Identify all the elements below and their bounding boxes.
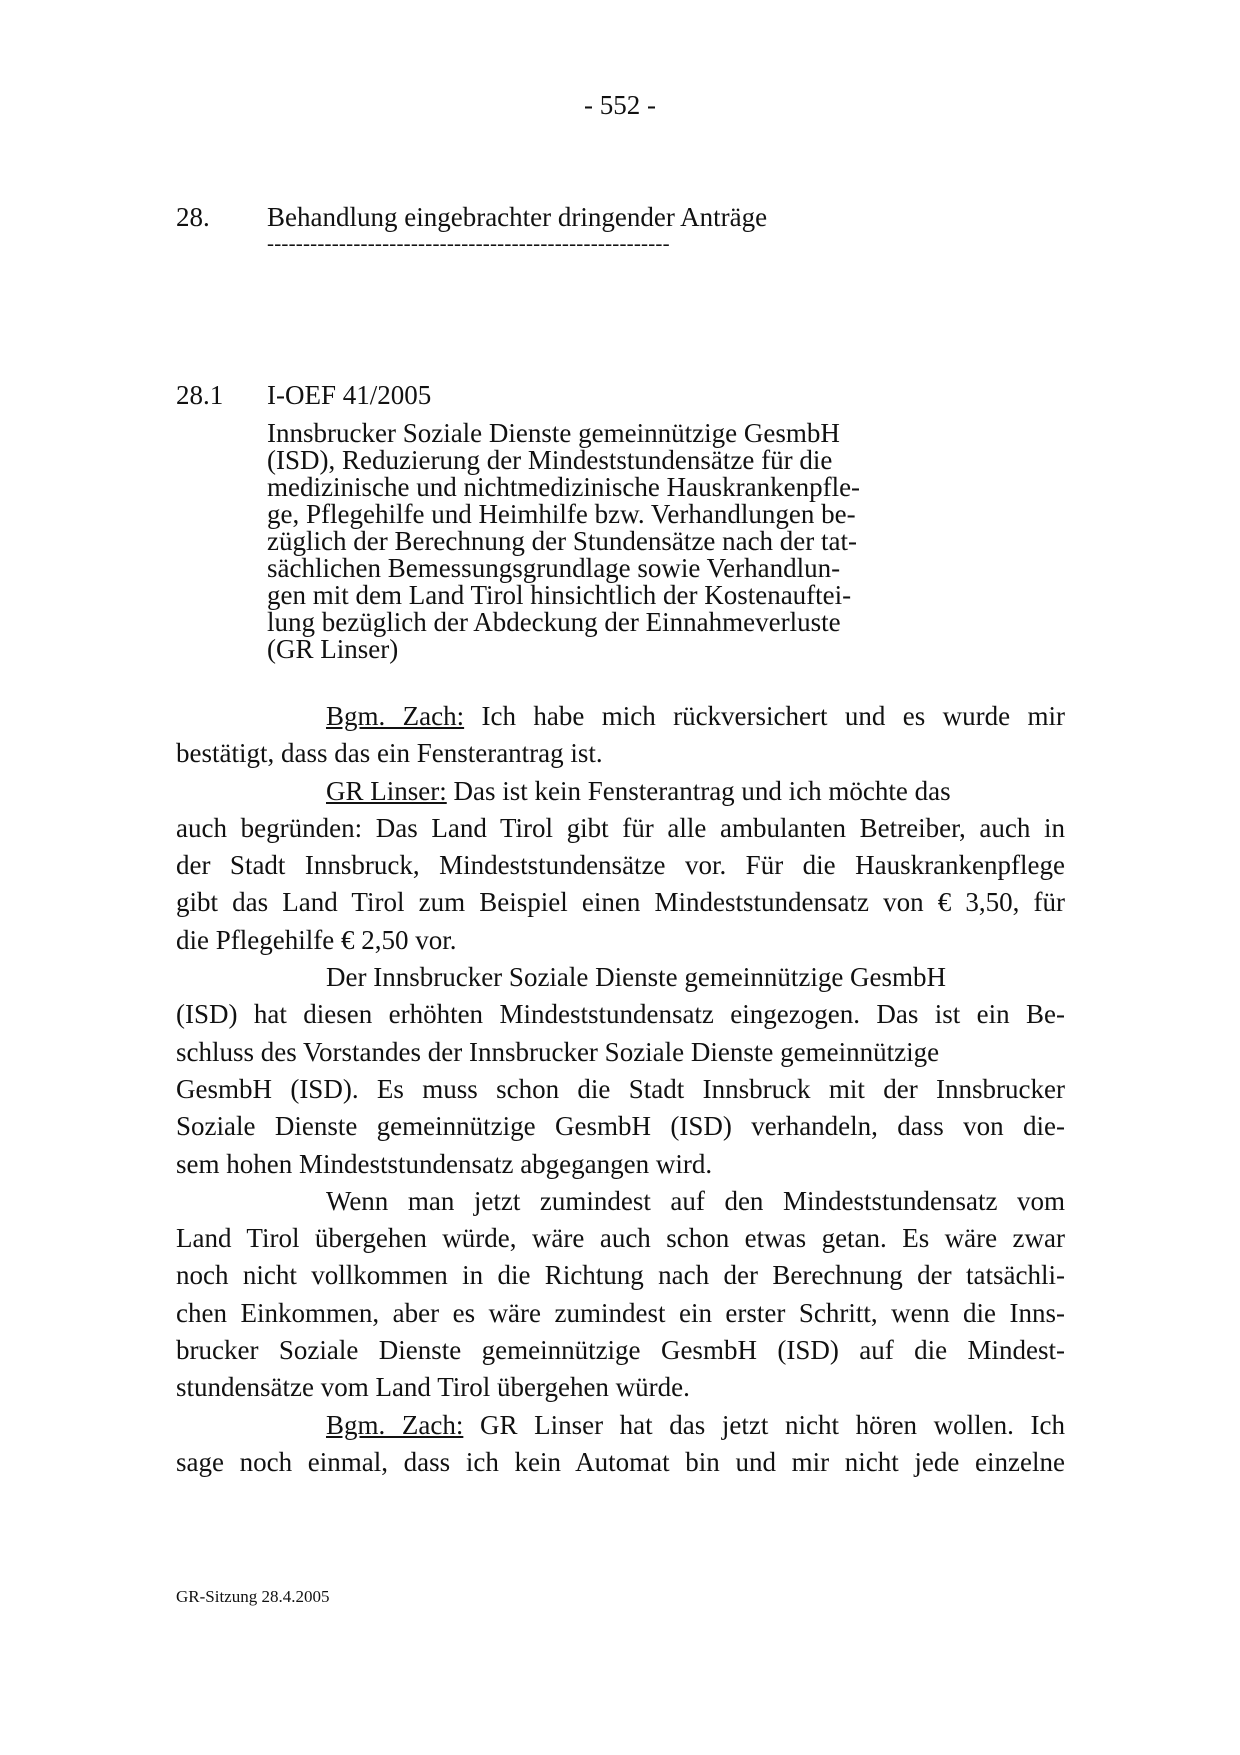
- transcript-line: (ISD) hat diesen erhöhten Mindeststundensatz eingezogen. Das ist ein Be-: [176, 999, 1065, 1030]
- transcript-line: Soziale Dienste gemeinnützige GesmbH (ISD) verhandeln, dass von die-: [176, 1111, 1065, 1142]
- page-footer: GR-Sitzung 28.4.2005: [176, 1587, 330, 1606]
- transcript-line: GesmbH (ISD). Es muss schon die Stadt Innsbruck mit der Innsbrucker: [176, 1073, 1065, 1104]
- transcript-line: noch nicht vollkommen in die Richtung nach der Berechnung der tatsächli-: [176, 1260, 1065, 1291]
- transcript-text: GR Linser hat das jetzt nicht hören wollen. Ich: [479, 1409, 1065, 1440]
- item-number: 28.1: [176, 380, 224, 410]
- transcript-line: chen Einkommen, aber es wäre zumindest ein erster Schritt, wenn die Inns-: [176, 1297, 1065, 1328]
- transcript-line: [176, 773, 1065, 810]
- subject-line: gen mit dem Land Tirol hinsichtlich der Kostenauftei-: [267, 580, 852, 610]
- transcript-line: [176, 1407, 1065, 1444]
- transcript-line: schluss des Vorstandes der Innsbrucker Soziale Dienste gemeinnützige: [176, 1036, 940, 1067]
- page-number: - 552 -: [584, 90, 656, 120]
- transcript-line: Land Tirol übergehen würde, wäre auch schon etwas getan. Es wäre zwar: [176, 1223, 1065, 1254]
- subject-line: medizinische und nichtmedizinische Hauskrankenpfle-: [267, 472, 861, 502]
- subject-line: züglich der Berechnung der Stundensätze nach der tat-: [267, 526, 858, 556]
- speaker-label: Bgm. Zach:: [326, 1409, 464, 1440]
- section-underline-rule: --------------------------------------------------------: [267, 231, 670, 255]
- transcript-line: Der Innsbrucker Soziale Dienste gemeinnützige GesmbH: [326, 962, 947, 993]
- transcript-line: bestätigt, dass das ein Fensterantrag ist.: [176, 738, 603, 769]
- transcript-line: die Pflegehilfe € 2,50 vor.: [176, 924, 457, 955]
- subject-line: Innsbrucker Soziale Dienste gemeinnützige GesmbH: [267, 418, 840, 448]
- transcript-line: sem hohen Mindeststundensatz abgegangen wird.: [176, 1148, 713, 1179]
- subject-line: (ISD), Reduzierung der Mindeststundensätze für die: [267, 445, 833, 475]
- item-reference: I-OEF 41/2005: [267, 380, 432, 410]
- subject-line: lung bezüglich der Abdeckung der Einnahmeverluste: [267, 607, 841, 637]
- transcript-line: sage noch einmal, dass ich kein Automat bin und mir nicht jede einzelne: [176, 1446, 1065, 1477]
- subject-line: sächlichen Bemessungsgrundlage sowie Verhandlun-: [267, 553, 841, 583]
- subject-line: ge, Pflegehilfe und Heimhilfe bzw. Verhandlungen be-: [267, 499, 856, 529]
- item-subject: [267, 420, 907, 663]
- transcript-line: Wenn man jetzt zumindest auf den Mindeststundensatz vom: [326, 1185, 1065, 1216]
- transcript-line: brucker Soziale Dienste gemeinnützige GesmbH (ISD) auf die Mindest-: [176, 1335, 1065, 1366]
- speaker-label: Bgm. Zach:: [326, 701, 465, 731]
- section-number: 28.: [176, 202, 210, 232]
- transcript-body: [176, 698, 1065, 1481]
- transcript-line: stundensätze vom Land Tirol übergehen würde.: [176, 1372, 690, 1403]
- section-title: Behandlung eingebrachter dringender Anträge: [267, 202, 768, 232]
- transcript-text: Ich habe mich rückversichert und es wurde mir: [481, 701, 1065, 731]
- speaker-label: GR Linser:: [326, 775, 447, 806]
- transcript-line: [176, 698, 1065, 735]
- transcript-line: der Stadt Innsbruck, Mindeststundensätze vor. Für die Hauskrankenpflege: [176, 850, 1065, 881]
- transcript-line: auch begründen: Das Land Tirol gibt für alle ambulanten Betreiber, auch in: [176, 812, 1065, 843]
- subject-line: (GR Linser): [267, 634, 399, 664]
- transcript-text: Das ist kein Fensterantrag und ich möchte das: [453, 775, 951, 806]
- transcript-line: gibt das Land Tirol zum Beispiel einen Mindeststundensatz von € 3,50, für: [176, 887, 1065, 918]
